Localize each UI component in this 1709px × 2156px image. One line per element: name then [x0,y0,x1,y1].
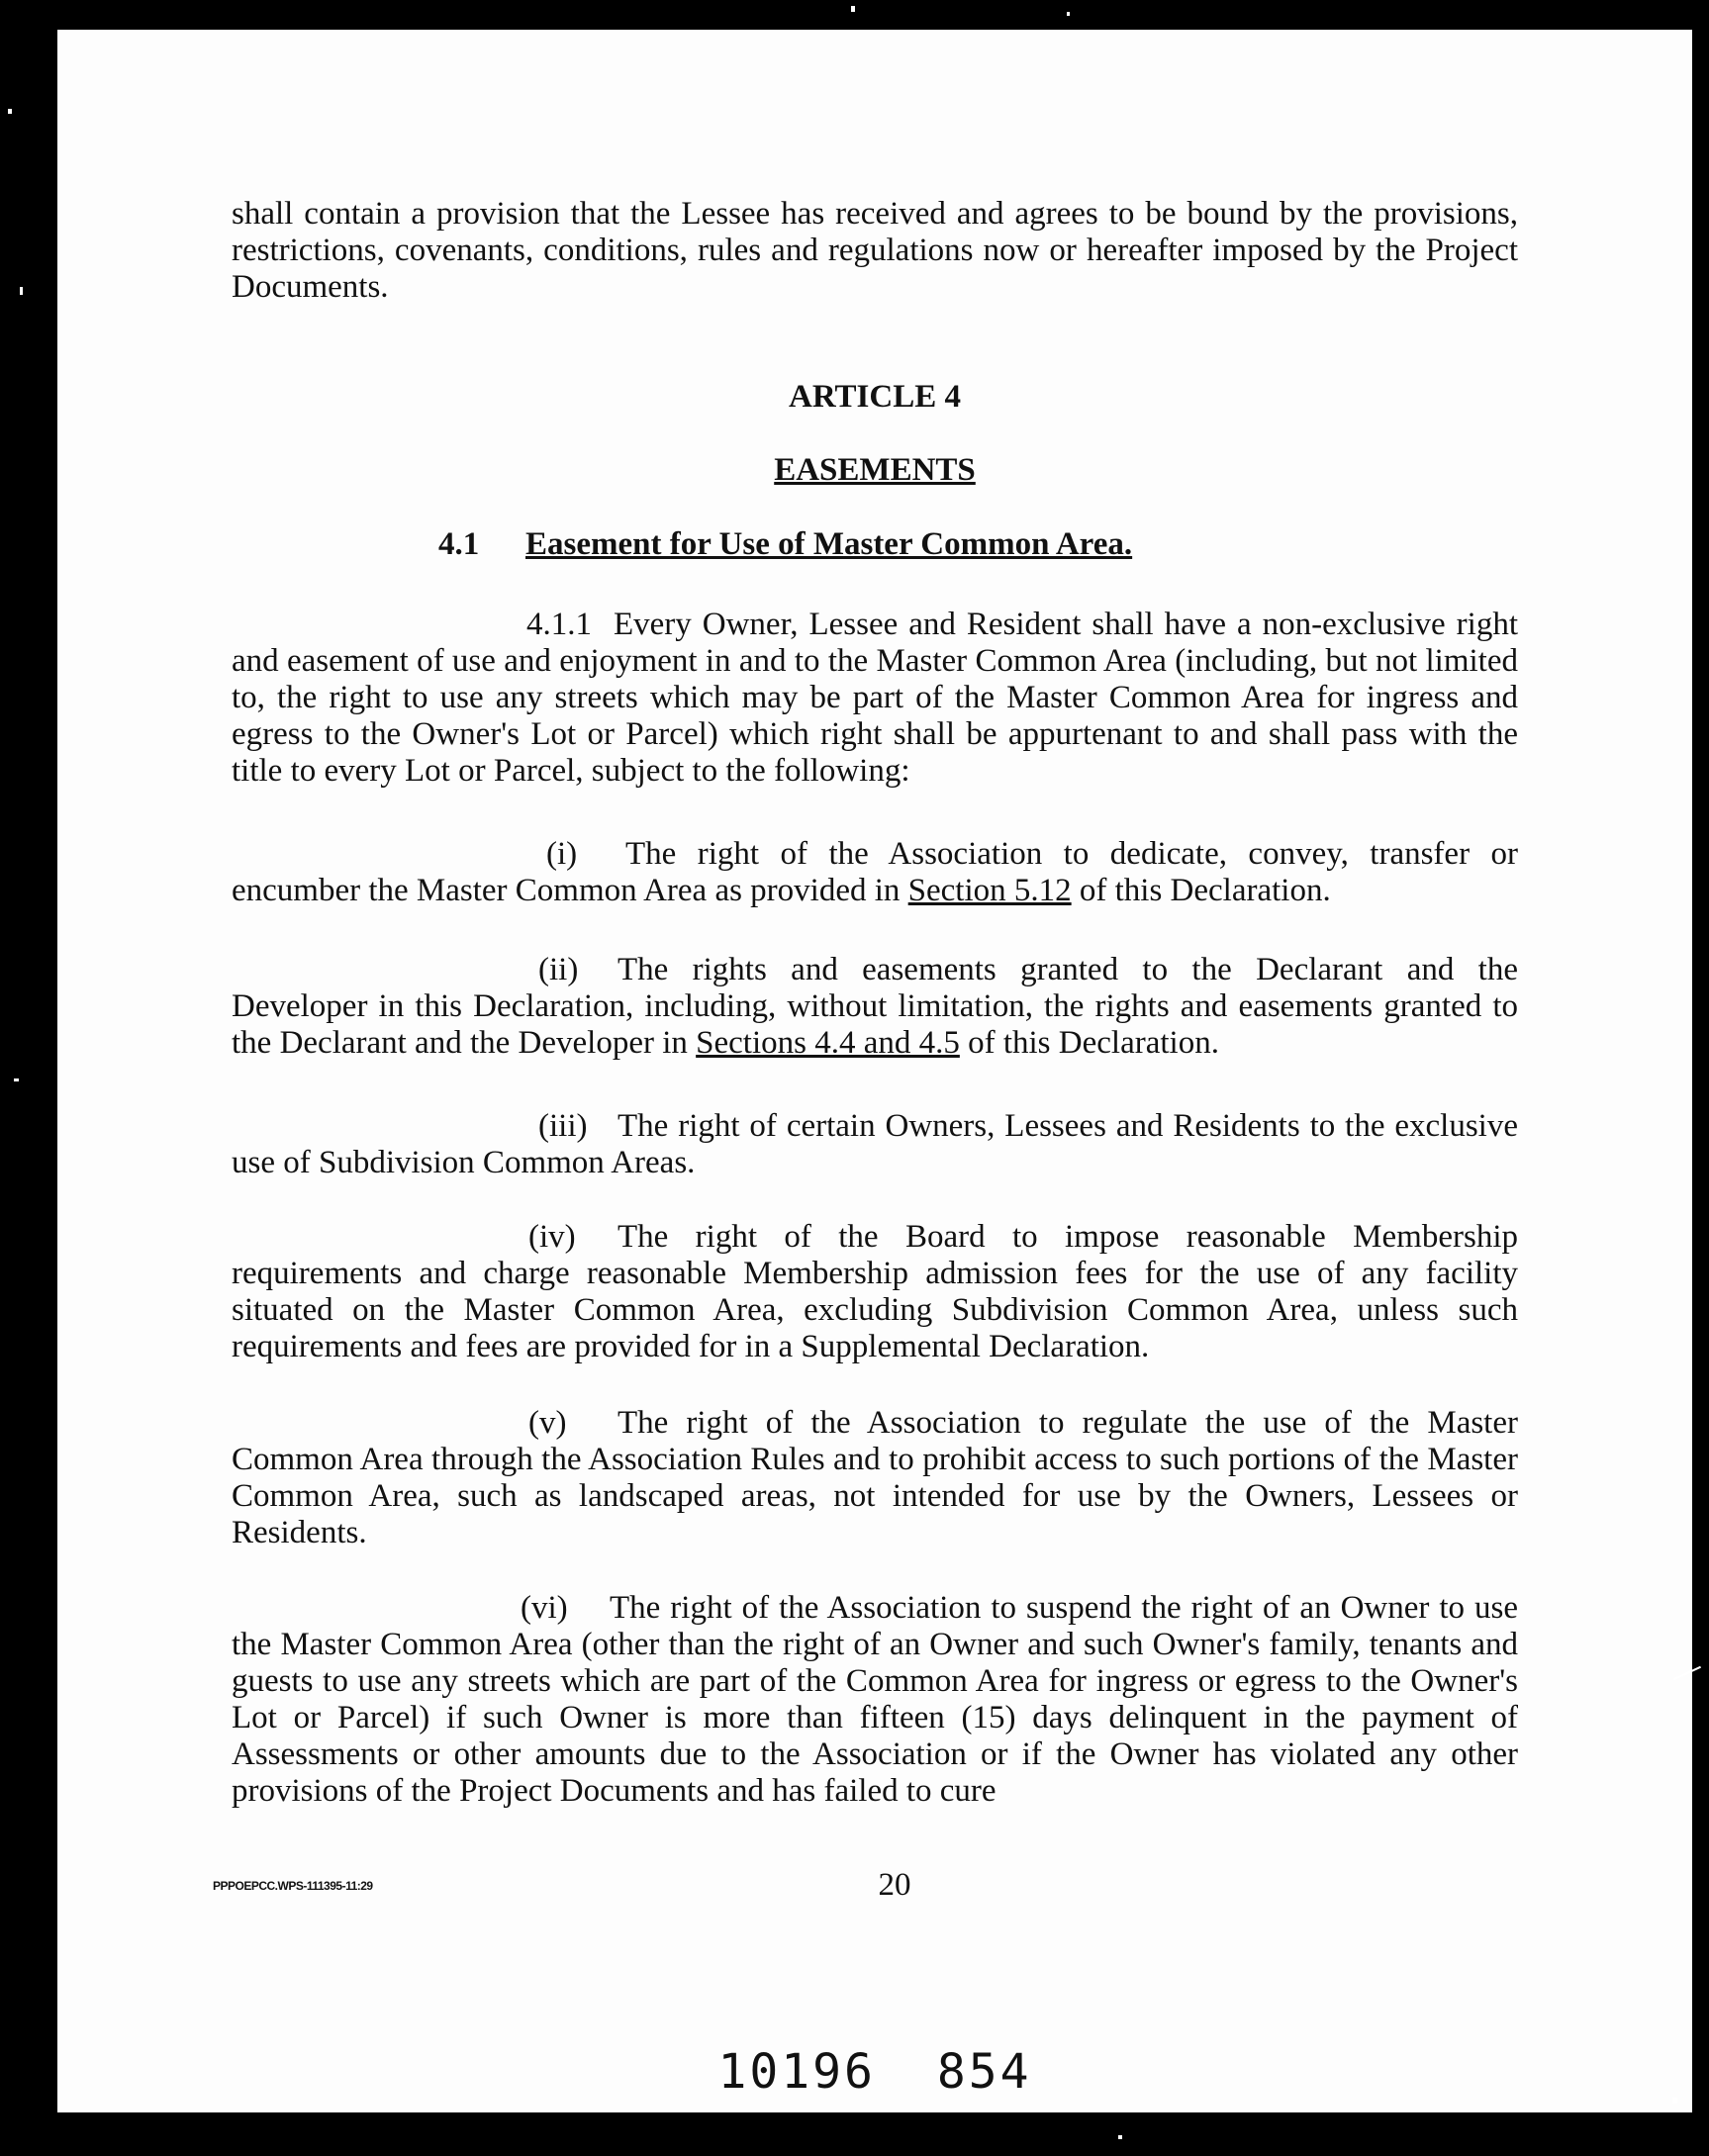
scan-speck [1118,2135,1122,2139]
section-reference-link: Section 5.12 [907,873,1072,908]
intro-paragraph [232,196,1518,306]
document-code: PPPOEPCC.WPS-111395-11:29 [213,1879,373,1893]
document-page [57,30,1692,2112]
item-label: (vi) [521,1590,568,1626]
page-number: 20 [878,1867,911,1903]
scan-speck [851,6,855,12]
subsection-number: 4.1.1 [526,607,592,642]
item-text: The right of the Association to regulate the use of the Master Common Area through the Association Rules and to prohibit access to such portions of the Master Common Area, such as landscaped areas, not intended for use by the Owners, Lessees or Residents. [232,1405,1518,1550]
item-text-end: of this Declaration. [959,1025,1219,1061]
section-number: 4.1 [438,526,480,562]
section-reference-link: Sections 4.4 and 4.5 [696,1025,960,1061]
scan-speck [1672,2098,1677,2104]
list-item [232,952,1518,1062]
item-label: (ii) [538,952,579,987]
subsection-text: Every Owner, Lessee and Resident shall have a non-exclusive right and easement of use and enjoyment in and to the Master Common Area (including, but not limited to, the right to use any streets which may be part of the Master Common Area for ingress and egress to the Owner's Lot or Parcel) which right shall be appurtenant to and shall pass with the title to every Lot or Parcel, subject to the following: [232,607,1519,789]
scan-speck [8,109,12,114]
scan-speck [1067,12,1070,16]
item-text: The right of the Board to impose reasonable Membership requirements and charge reasonable Membership admission fees for the use of any facility situated on the Master Common Area, excluding Subdivision Common Area, unless such requirements and fees are provided for in a Supplemental Declaration. [232,1219,1518,1364]
stamp-right: 854 [936,2044,1032,2100]
intro-text: shall contain a provision that the Lessee has received and agrees to be bound by the provisions, restrictions, covenants, conditions, rules and regulations now or hereafter imposed by the Project Documents. [232,196,1518,305]
item-label: (i) [546,836,578,872]
item-text-end: of this Declaration. [1071,873,1331,908]
section-heading [438,526,1132,563]
scan-speck [20,287,23,295]
list-item [232,1219,1518,1365]
item-label: (iii) [538,1108,588,1144]
item-label: (iv) [528,1219,576,1255]
list-item [232,836,1518,909]
item-text: The right of the Association to dedicate, convey, transfer or encumber the Master Common Area as provided in [232,836,1518,908]
bates-stamp [57,2044,1692,2100]
list-item [232,1108,1518,1181]
item-text: The rights and easements granted to the Declarant and the Developer in this Declaration, including, without limitation, the rights and easements granted to the Declarant and the Developer in [232,952,1518,1061]
item-text: The right of the Association to suspend the right of an Owner to use the Master Common Area (other than the right of an Owner and such Owner's family, tenants and guests to use any streets which are part of the Common Area for ingress or egress to the Owner's Lot or Parcel) if such Owner is more than fifteen (15) days delinquent in the payment of Assessments or other amounts due to the Association or if the Owner has violated any other provisions of the Project Documents and has failed to cure [232,1590,1518,1809]
article-title: ARTICLE 4 [789,379,961,415]
scan-speck [14,1078,19,1081]
section-title: Easement for Use of Master Common Area. [525,526,1133,562]
list-item [232,1405,1518,1551]
subsection-paragraph [232,607,1518,790]
list-item [232,1590,1518,1810]
item-label: (v) [528,1405,567,1441]
article-subtitle: EASEMENTS [774,452,976,488]
stamp-left: 10196 [717,2044,876,2100]
item-text: The right of certain Owners, Lessees and Residents to the exclusive use of Subdivision Common Areas. [232,1108,1518,1180]
